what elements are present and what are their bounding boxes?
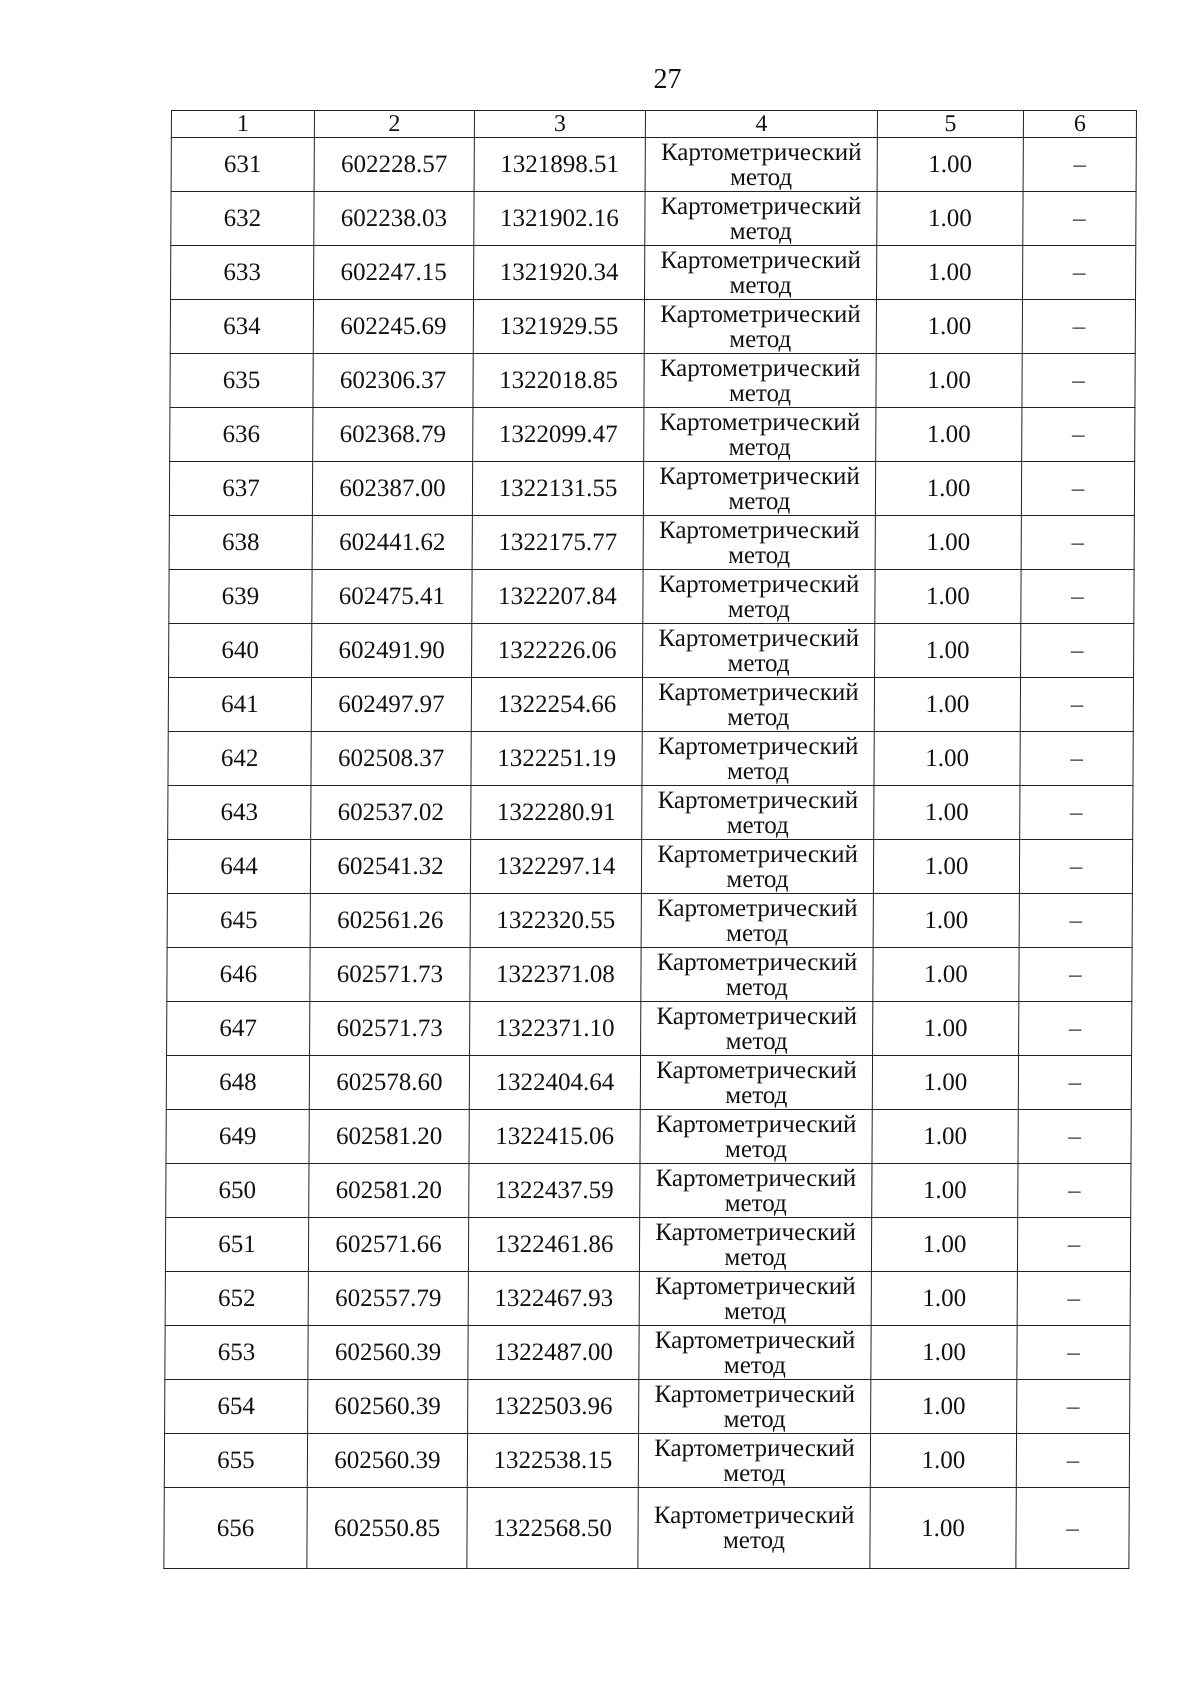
method-line-2: метод <box>724 1189 787 1217</box>
accuracy-cell: 1.00 <box>874 732 1020 786</box>
point-number-cell: 645 <box>167 894 310 948</box>
accuracy-cell: 1.00 <box>872 1110 1018 1164</box>
y-coordinate-cell: 1322415.06 <box>469 1110 640 1164</box>
x-coordinate-cell: 602578.60 <box>309 1056 469 1110</box>
note-cell: – <box>1018 1110 1131 1164</box>
x-coordinate-cell: 602560.39 <box>308 1326 468 1380</box>
method-line-1: Картометрический <box>660 246 862 274</box>
y-coordinate-cell: 1322131.55 <box>472 462 643 516</box>
note-cell: – <box>1022 300 1135 354</box>
method-cell <box>639 1218 871 1272</box>
point-number-cell: 641 <box>168 678 311 732</box>
point-number-cell: 651 <box>165 1218 308 1272</box>
point-number-cell: 632 <box>171 192 314 246</box>
y-coordinate-cell: 1322538.15 <box>467 1434 638 1488</box>
method-line-2: метод <box>729 325 792 353</box>
table-row <box>171 138 1136 192</box>
note-cell: – <box>1022 408 1135 462</box>
point-number-cell: 654 <box>165 1380 308 1434</box>
method-line-2: метод <box>730 163 793 191</box>
column-header-1: 1 <box>171 111 314 138</box>
y-coordinate-cell: 1322371.10 <box>470 1002 641 1056</box>
x-coordinate-cell: 602228.57 <box>314 138 474 192</box>
accuracy-cell: 1.00 <box>870 1434 1016 1488</box>
coordinates-table-body <box>164 111 1137 1569</box>
y-coordinate-cell: 1321929.55 <box>473 300 644 354</box>
method-line-1: Картометрический <box>658 516 860 544</box>
column-header-4: 4 <box>645 111 877 138</box>
accuracy-cell: 1.00 <box>871 1380 1017 1434</box>
y-coordinate-cell: 1322226.06 <box>472 624 643 678</box>
method-cell <box>641 894 873 948</box>
x-coordinate-cell: 602550.85 <box>307 1488 467 1569</box>
method-cell <box>641 1002 873 1056</box>
method-line-1: Картометрический <box>660 138 862 166</box>
method-cell <box>645 246 877 300</box>
y-coordinate-cell: 1322320.55 <box>470 894 641 948</box>
note-cell: – <box>1016 1434 1129 1488</box>
note-cell: – <box>1019 1002 1132 1056</box>
point-number-cell: 637 <box>169 462 312 516</box>
method-line-1: Картометрический <box>658 624 860 652</box>
column-header-3: 3 <box>474 111 645 138</box>
table-row <box>168 786 1133 840</box>
y-coordinate-cell: 1321902.16 <box>474 192 645 246</box>
accuracy-cell: 1.00 <box>874 678 1020 732</box>
accuracy-cell: 1.00 <box>876 408 1022 462</box>
y-coordinate-cell: 1322437.59 <box>469 1164 640 1218</box>
method-cell <box>639 1326 871 1380</box>
method-line-2: метод <box>728 541 791 569</box>
x-coordinate-cell: 602581.20 <box>309 1164 469 1218</box>
method-line-1: Картометрический <box>654 1272 856 1300</box>
method-line-2: метод <box>728 433 791 461</box>
table-row <box>167 948 1132 1002</box>
method-line-2: метод <box>729 217 792 245</box>
table-row <box>168 678 1133 732</box>
accuracy-cell: 1.00 <box>873 1002 1019 1056</box>
method-cell <box>643 624 875 678</box>
point-number-cell: 649 <box>166 1110 309 1164</box>
method-line-2: метод <box>729 271 792 299</box>
method-line-2: метод <box>727 703 790 731</box>
point-number-cell: 634 <box>170 300 313 354</box>
note-cell: – <box>1017 1326 1130 1380</box>
method-cell <box>640 1056 872 1110</box>
accuracy-cell: 1.00 <box>871 1218 1017 1272</box>
point-number-cell: 635 <box>170 354 313 408</box>
method-line-1: Картометрический <box>659 408 861 436</box>
method-line-2: метод <box>725 1027 788 1055</box>
note-cell: – <box>1019 894 1132 948</box>
method-line-2: метод <box>726 811 789 839</box>
method-cell <box>639 1272 871 1326</box>
y-coordinate-cell: 1322461.86 <box>468 1218 639 1272</box>
accuracy-cell: 1.00 <box>871 1272 1017 1326</box>
y-coordinate-cell: 1322503.96 <box>468 1380 639 1434</box>
note-cell: – <box>1019 948 1132 1002</box>
x-coordinate-cell: 602571.73 <box>310 1002 470 1056</box>
method-cell <box>642 678 874 732</box>
note-cell: – <box>1019 840 1132 894</box>
note-cell: – <box>1017 1218 1130 1272</box>
table-row <box>165 1326 1130 1380</box>
x-coordinate-cell: 602581.20 <box>309 1110 469 1164</box>
method-line-1: Картометрический <box>653 1502 855 1529</box>
method-cell <box>640 1110 872 1164</box>
y-coordinate-cell: 1322568.50 <box>467 1488 638 1569</box>
table-row <box>166 1164 1131 1218</box>
table-row <box>167 894 1132 948</box>
table-row <box>167 1002 1132 1056</box>
point-number-cell: 643 <box>168 786 311 840</box>
note-cell: – <box>1018 1056 1131 1110</box>
method-cell <box>644 354 876 408</box>
method-line-2: метод <box>724 1297 787 1325</box>
method-cell <box>642 732 874 786</box>
method-cell <box>643 516 875 570</box>
accuracy-cell: 1.00 <box>875 516 1021 570</box>
method-cell <box>638 1488 870 1569</box>
method-cell <box>644 408 876 462</box>
method-line-1: Картометрический <box>656 894 858 922</box>
note-cell: – <box>1016 1488 1129 1569</box>
method-line-2: метод <box>726 919 789 947</box>
x-coordinate-cell: 602557.79 <box>308 1272 468 1326</box>
table-row <box>170 408 1135 462</box>
point-number-cell: 656 <box>164 1488 307 1569</box>
note-cell: – <box>1023 246 1136 300</box>
y-coordinate-cell: 1322175.77 <box>472 516 643 570</box>
table-row <box>168 732 1133 786</box>
method-cell <box>638 1434 870 1488</box>
y-coordinate-cell: 1322297.14 <box>470 840 641 894</box>
table-row <box>166 1056 1131 1110</box>
x-coordinate-cell: 602245.69 <box>313 300 473 354</box>
method-cell <box>641 948 873 1002</box>
method-cell <box>642 786 874 840</box>
page-number: 27 <box>653 64 682 95</box>
method-cell <box>643 570 875 624</box>
note-cell: – <box>1020 786 1133 840</box>
method-cell <box>640 1164 872 1218</box>
x-coordinate-cell: 602560.39 <box>307 1434 467 1488</box>
method-line-1: Картометрический <box>656 948 858 976</box>
point-number-cell: 644 <box>167 840 310 894</box>
table-row <box>170 354 1135 408</box>
method-line-1: Картометрический <box>656 1002 858 1030</box>
x-coordinate-cell: 602560.39 <box>308 1380 468 1434</box>
method-line-1: Картометрический <box>660 300 861 328</box>
method-cell <box>645 138 877 192</box>
table-row <box>167 840 1132 894</box>
point-number-cell: 650 <box>166 1164 309 1218</box>
accuracy-cell: 1.00 <box>873 894 1019 948</box>
table-row <box>165 1380 1130 1434</box>
point-number-cell: 646 <box>167 948 310 1002</box>
y-coordinate-cell: 1322487.00 <box>468 1326 639 1380</box>
method-line-2: метод <box>727 649 790 677</box>
method-line-2: метод <box>728 379 792 407</box>
x-coordinate-cell: 602508.37 <box>311 732 471 786</box>
accuracy-cell: 1.00 <box>876 300 1022 354</box>
method-line-2: метод <box>722 1527 786 1554</box>
method-line-2: метод <box>723 1405 786 1433</box>
accuracy-cell: 1.00 <box>872 1056 1018 1110</box>
method-line-1: Картометрический <box>658 570 860 598</box>
x-coordinate-cell: 602497.97 <box>311 678 471 732</box>
x-coordinate-cell: 602368.79 <box>313 408 473 462</box>
accuracy-cell: 1.00 <box>877 246 1023 300</box>
table-row <box>169 570 1134 624</box>
accuracy-cell: 1.00 <box>875 570 1021 624</box>
method-line-1: Картометрический <box>654 1380 856 1408</box>
table-header-row <box>171 111 1136 138</box>
y-coordinate-cell: 1322099.47 <box>473 408 644 462</box>
method-line-1: Картометрический <box>657 732 859 760</box>
method-line-2: метод <box>723 1459 786 1487</box>
method-line-1: Картометрический <box>657 840 858 868</box>
method-line-2: метод <box>724 1135 788 1163</box>
point-number-cell: 642 <box>168 732 311 786</box>
x-coordinate-cell: 602306.37 <box>313 354 473 408</box>
x-coordinate-cell: 602475.41 <box>312 570 472 624</box>
x-coordinate-cell: 602238.03 <box>314 192 474 246</box>
table-row <box>165 1218 1130 1272</box>
table-row <box>165 1272 1130 1326</box>
y-coordinate-cell: 1322254.66 <box>471 678 642 732</box>
x-coordinate-cell: 602491.90 <box>312 624 472 678</box>
accuracy-cell: 1.00 <box>870 1488 1016 1569</box>
method-line-1: Картометрический <box>655 1218 856 1246</box>
method-line-1: Картометрический <box>656 1056 857 1084</box>
table-row <box>170 300 1135 354</box>
point-number-cell: 636 <box>170 408 313 462</box>
x-coordinate-cell: 602441.62 <box>312 516 472 570</box>
point-number-cell: 655 <box>164 1434 307 1488</box>
x-coordinate-cell: 602247.15 <box>314 246 474 300</box>
y-coordinate-cell: 1322018.85 <box>473 354 644 408</box>
note-cell: – <box>1023 138 1136 192</box>
accuracy-cell: 1.00 <box>873 840 1019 894</box>
table-row <box>169 516 1134 570</box>
x-coordinate-cell: 602561.26 <box>310 894 470 948</box>
x-coordinate-cell: 602541.32 <box>310 840 470 894</box>
note-cell: – <box>1021 462 1134 516</box>
method-cell <box>644 300 876 354</box>
accuracy-cell: 1.00 <box>871 1326 1017 1380</box>
note-cell: – <box>1021 624 1134 678</box>
accuracy-cell: 1.00 <box>877 192 1023 246</box>
note-cell: – <box>1017 1380 1130 1434</box>
point-number-cell: 647 <box>167 1002 310 1056</box>
method-line-2: метод <box>725 1081 788 1109</box>
table-row <box>169 462 1134 516</box>
coordinates-table <box>163 110 1137 1569</box>
method-line-2: метод <box>728 487 791 515</box>
table-row <box>169 624 1134 678</box>
point-number-cell: 653 <box>165 1326 308 1380</box>
method-line-1: Картометрический <box>654 1326 856 1354</box>
column-header-5: 5 <box>877 111 1023 138</box>
y-coordinate-cell: 1322404.64 <box>469 1056 640 1110</box>
method-line-1: Картометрический <box>660 192 862 220</box>
method-cell <box>639 1380 871 1434</box>
table-row <box>164 1488 1129 1569</box>
note-cell: – <box>1017 1272 1130 1326</box>
point-number-cell: 639 <box>169 570 312 624</box>
table-row <box>171 192 1136 246</box>
method-line-1: Картометрический <box>654 1434 855 1462</box>
accuracy-cell: 1.00 <box>872 1164 1018 1218</box>
method-line-1: Картометрический <box>655 1164 857 1192</box>
method-line-1: Картометрический <box>657 786 859 814</box>
y-coordinate-cell: 1322207.84 <box>472 570 643 624</box>
x-coordinate-cell: 602387.00 <box>312 462 472 516</box>
method-line-1: Картометрический <box>655 1110 857 1138</box>
method-line-2: метод <box>726 757 790 785</box>
accuracy-cell: 1.00 <box>875 624 1021 678</box>
y-coordinate-cell: 1322371.08 <box>470 948 641 1002</box>
point-number-cell: 631 <box>171 138 314 192</box>
method-cell <box>645 192 877 246</box>
column-header-6: 6 <box>1023 111 1136 138</box>
point-number-cell: 648 <box>166 1056 309 1110</box>
point-number-cell: 652 <box>165 1272 308 1326</box>
accuracy-cell: 1.00 <box>875 462 1021 516</box>
y-coordinate-cell: 1322251.19 <box>471 732 642 786</box>
point-number-cell: 638 <box>169 516 312 570</box>
method-line-2: метод <box>727 595 790 623</box>
x-coordinate-cell: 602571.73 <box>310 948 470 1002</box>
point-number-cell: 640 <box>169 624 312 678</box>
x-coordinate-cell: 602571.66 <box>308 1218 468 1272</box>
accuracy-cell: 1.00 <box>874 786 1020 840</box>
method-line-1: Картометрический <box>659 462 860 490</box>
accuracy-cell: 1.00 <box>877 138 1023 192</box>
point-number-cell: 633 <box>171 246 314 300</box>
method-cell <box>643 462 875 516</box>
method-line-2: метод <box>726 865 789 893</box>
note-cell: – <box>1021 570 1134 624</box>
method-line-2: метод <box>725 973 788 1001</box>
y-coordinate-cell: 1322467.93 <box>468 1272 639 1326</box>
method-line-1: Картометрический <box>658 678 859 706</box>
column-header-2: 2 <box>314 111 474 138</box>
method-line-2: метод <box>723 1351 786 1379</box>
method-line-1: Картометрический <box>659 354 861 382</box>
note-cell: – <box>1022 354 1135 408</box>
note-cell: – <box>1023 192 1136 246</box>
note-cell: – <box>1018 1164 1131 1218</box>
note-cell: – <box>1020 678 1133 732</box>
table-row <box>171 246 1136 300</box>
y-coordinate-cell: 1321920.34 <box>474 246 645 300</box>
method-cell <box>641 840 873 894</box>
note-cell: – <box>1020 732 1133 786</box>
accuracy-cell: 1.00 <box>876 354 1022 408</box>
y-coordinate-cell: 1321898.51 <box>474 138 645 192</box>
table-row <box>164 1434 1129 1488</box>
table-row <box>166 1110 1131 1164</box>
y-coordinate-cell: 1322280.91 <box>471 786 642 840</box>
note-cell: – <box>1021 516 1134 570</box>
method-line-2: метод <box>724 1243 787 1271</box>
x-coordinate-cell: 602537.02 <box>311 786 471 840</box>
accuracy-cell: 1.00 <box>873 948 1019 1002</box>
